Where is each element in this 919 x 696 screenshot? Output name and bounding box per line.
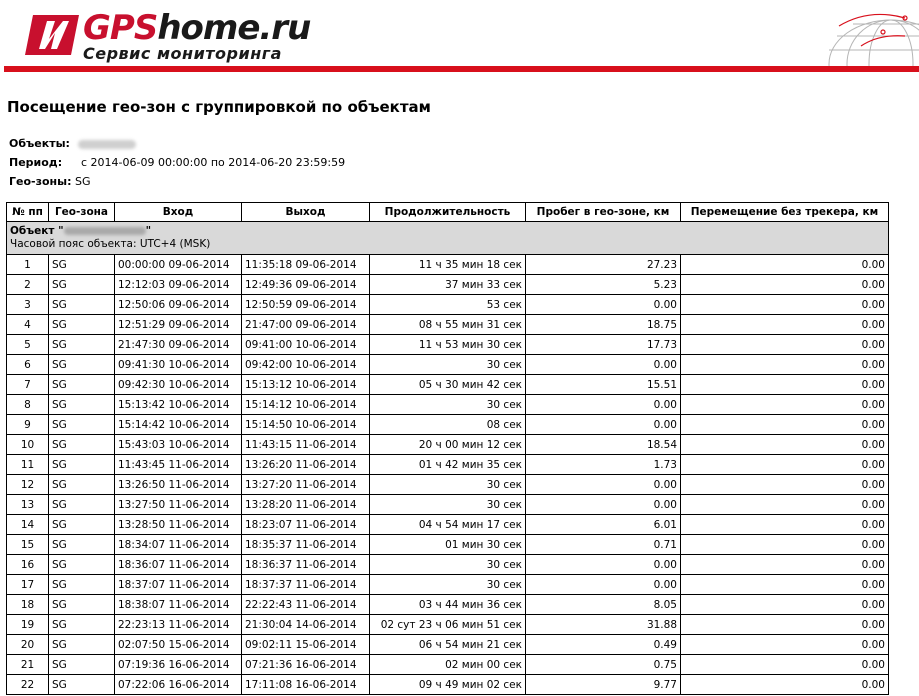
cell-index: 21 [7, 655, 49, 675]
cell-exit: 12:50:59 09-06-2014 [242, 295, 370, 315]
cell-duration: 53 сек [370, 295, 526, 315]
table-row [7, 395, 889, 415]
zones-value: SG [75, 175, 91, 188]
cell-no-tracker: 0.00 [681, 355, 889, 375]
header-divider [4, 66, 919, 72]
cell-mileage: 31.88 [526, 615, 681, 635]
cell-no-tracker: 0.00 [681, 635, 889, 655]
cell-index: 3 [7, 295, 49, 315]
cell-entry: 13:28:50 11-06-2014 [115, 515, 242, 535]
cell-entry: 13:26:50 11-06-2014 [115, 475, 242, 495]
cell-zone: SG [49, 255, 115, 275]
cell-entry: 12:50:06 09-06-2014 [115, 295, 242, 315]
cell-entry: 21:47:30 09-06-2014 [115, 335, 242, 355]
cell-no-tracker: 0.00 [681, 515, 889, 535]
cell-exit: 09:42:00 10-06-2014 [242, 355, 370, 375]
table-row [7, 375, 889, 395]
cell-mileage: 5.23 [526, 275, 681, 295]
cell-duration: 30 сек [370, 555, 526, 575]
visits-table [6, 202, 889, 695]
col-header-zone: Гео-зона [49, 203, 115, 222]
cell-duration: 04 ч 54 мин 17 сек [370, 515, 526, 535]
table-row [7, 275, 889, 295]
cell-zone: SG [49, 375, 115, 395]
object-title-prefix: Объект " [10, 225, 64, 237]
brand-logo[interactable] [25, 8, 325, 63]
object-group-row [7, 222, 889, 255]
cell-exit: 18:23:07 11-06-2014 [242, 515, 370, 535]
cell-duration: 02 сут 23 ч 06 мин 51 сек [370, 615, 526, 635]
cell-entry: 12:51:29 09-06-2014 [115, 315, 242, 335]
object-timezone: Часовой пояс объекта: UTC+4 (MSK) [10, 238, 211, 250]
cell-exit: 15:13:12 10-06-2014 [242, 375, 370, 395]
cell-index: 9 [7, 415, 49, 435]
cell-no-tracker: 0.00 [681, 255, 889, 275]
cell-index: 16 [7, 555, 49, 575]
cell-exit: 17:11:08 16-06-2014 [242, 675, 370, 695]
cell-exit: 21:47:00 09-06-2014 [242, 315, 370, 335]
cell-duration: 30 сек [370, 355, 526, 375]
cell-no-tracker: 0.00 [681, 335, 889, 355]
cell-duration: 09 ч 49 мин 02 сек [370, 675, 526, 695]
cell-exit: 13:28:20 11-06-2014 [242, 495, 370, 515]
cell-entry: 11:43:45 11-06-2014 [115, 455, 242, 475]
cell-entry: 12:12:03 09-06-2014 [115, 275, 242, 295]
cell-mileage: 0.71 [526, 535, 681, 555]
cell-zone: SG [49, 435, 115, 455]
cell-exit: 18:35:37 11-06-2014 [242, 535, 370, 555]
table-row [7, 655, 889, 675]
cell-entry: 18:37:07 11-06-2014 [115, 575, 242, 595]
cell-duration: 08 ч 55 мин 31 сек [370, 315, 526, 335]
table-row [7, 475, 889, 495]
table-row [7, 595, 889, 615]
zones-label: Гео-зоны: [9, 175, 72, 188]
cell-mileage: 15.51 [526, 375, 681, 395]
cell-duration: 08 сек [370, 415, 526, 435]
cell-index: 13 [7, 495, 49, 515]
col-header-duration: Продолжительность [370, 203, 526, 222]
cell-duration: 02 мин 00 сек [370, 655, 526, 675]
objects-value-redacted [78, 140, 136, 149]
cell-zone: SG [49, 275, 115, 295]
table-row [7, 495, 889, 515]
cell-duration: 30 сек [370, 395, 526, 415]
table-row [7, 355, 889, 375]
cell-entry: 18:38:07 11-06-2014 [115, 595, 242, 615]
cell-duration: 30 сек [370, 575, 526, 595]
table-row [7, 255, 889, 275]
cell-index: 1 [7, 255, 49, 275]
col-header-mileage: Пробег в гео-зоне, км [526, 203, 681, 222]
col-header-exit: Выход [242, 203, 370, 222]
cell-no-tracker: 0.00 [681, 275, 889, 295]
cell-entry: 02:07:50 15-06-2014 [115, 635, 242, 655]
cell-mileage: 0.00 [526, 355, 681, 375]
cell-index: 5 [7, 335, 49, 355]
cell-entry: 15:14:42 10-06-2014 [115, 415, 242, 435]
cell-zone: SG [49, 335, 115, 355]
cell-index: 11 [7, 455, 49, 475]
cell-no-tracker: 0.00 [681, 395, 889, 415]
table-row [7, 535, 889, 555]
cell-entry: 18:34:07 11-06-2014 [115, 535, 242, 555]
cell-no-tracker: 0.00 [681, 315, 889, 335]
cell-mileage: 0.00 [526, 475, 681, 495]
globe-icon [809, 6, 919, 68]
cell-zone: SG [49, 295, 115, 315]
cell-zone: SG [49, 675, 115, 695]
brand-tagline: Сервис мониторинга [83, 44, 282, 63]
table-row [7, 675, 889, 695]
cell-exit: 15:14:50 10-06-2014 [242, 415, 370, 435]
cell-entry: 09:41:30 10-06-2014 [115, 355, 242, 375]
cell-index: 17 [7, 575, 49, 595]
object-group-cell [7, 222, 889, 255]
cell-duration: 05 ч 30 мин 42 сек [370, 375, 526, 395]
cell-zone: SG [49, 355, 115, 375]
table-row [7, 635, 889, 655]
cell-exit: 09:02:11 15-06-2014 [242, 635, 370, 655]
cell-duration: 37 мин 33 сек [370, 275, 526, 295]
cell-no-tracker: 0.00 [681, 615, 889, 635]
table-row [7, 415, 889, 435]
cell-zone: SG [49, 535, 115, 555]
object-title-suffix: " [145, 225, 152, 237]
brand-name-part2: home.ru [157, 8, 311, 48]
cell-entry: 15:13:42 10-06-2014 [115, 395, 242, 415]
cell-exit: 11:43:15 11-06-2014 [242, 435, 370, 455]
zones-row [9, 172, 345, 191]
cell-duration: 20 ч 00 мин 12 сек [370, 435, 526, 455]
cell-no-tracker: 0.00 [681, 655, 889, 675]
cell-index: 20 [7, 635, 49, 655]
cell-entry: 15:43:03 10-06-2014 [115, 435, 242, 455]
cell-no-tracker: 0.00 [681, 495, 889, 515]
cell-zone: SG [49, 495, 115, 515]
cell-duration: 11 ч 53 мин 30 сек [370, 335, 526, 355]
cell-index: 15 [7, 535, 49, 555]
cell-duration: 01 ч 42 мин 35 сек [370, 455, 526, 475]
cell-no-tracker: 0.00 [681, 595, 889, 615]
report-title: Посещение гео-зон с группировкой по объектам [7, 98, 431, 116]
cell-no-tracker: 0.00 [681, 455, 889, 475]
cell-index: 10 [7, 435, 49, 455]
cell-no-tracker: 0.00 [681, 295, 889, 315]
objects-row [9, 134, 345, 153]
brand-name-part1: GPS [83, 8, 158, 48]
cell-mileage: 0.49 [526, 635, 681, 655]
cell-exit: 09:41:00 10-06-2014 [242, 335, 370, 355]
cell-duration: 11 ч 35 мин 18 сек [370, 255, 526, 275]
cell-index: 6 [7, 355, 49, 375]
cell-no-tracker: 0.00 [681, 415, 889, 435]
cell-zone: SG [49, 635, 115, 655]
cell-exit: 11:35:18 09-06-2014 [242, 255, 370, 275]
cell-index: 19 [7, 615, 49, 635]
cell-no-tracker: 0.00 [681, 435, 889, 455]
cell-no-tracker: 0.00 [681, 535, 889, 555]
cell-exit: 18:37:37 11-06-2014 [242, 575, 370, 595]
col-header-index: № пп [7, 203, 49, 222]
cell-zone: SG [49, 515, 115, 535]
cell-mileage: 6.01 [526, 515, 681, 535]
cell-mileage: 0.00 [526, 295, 681, 315]
table-row [7, 555, 889, 575]
cell-no-tracker: 0.00 [681, 675, 889, 695]
cell-zone: SG [49, 455, 115, 475]
cell-zone: SG [49, 655, 115, 675]
cell-duration: 06 ч 54 мин 21 сек [370, 635, 526, 655]
cell-mileage: 27.23 [526, 255, 681, 275]
table-row [7, 575, 889, 595]
cell-index: 8 [7, 395, 49, 415]
cell-index: 4 [7, 315, 49, 335]
cell-mileage: 18.54 [526, 435, 681, 455]
cell-mileage: 9.77 [526, 675, 681, 695]
cell-exit: 13:26:20 11-06-2014 [242, 455, 370, 475]
cell-exit: 18:36:37 11-06-2014 [242, 555, 370, 575]
cell-index: 18 [7, 595, 49, 615]
table-row [7, 615, 889, 635]
cell-exit: 21:30:04 14-06-2014 [242, 615, 370, 635]
cell-index: 2 [7, 275, 49, 295]
cell-entry: 22:23:13 11-06-2014 [115, 615, 242, 635]
cell-mileage: 0.00 [526, 555, 681, 575]
cell-mileage: 0.00 [526, 495, 681, 515]
cell-exit: 22:22:43 11-06-2014 [242, 595, 370, 615]
cell-mileage: 0.75 [526, 655, 681, 675]
brand-name [83, 8, 310, 48]
cell-zone: SG [49, 315, 115, 335]
cell-mileage: 8.05 [526, 595, 681, 615]
period-value: с 2014-06-09 00:00:00 по 2014-06-20 23:59:59 [81, 156, 346, 169]
col-header-no-tracker: Перемещение без трекера, км [681, 203, 889, 222]
cell-mileage: 1.73 [526, 455, 681, 475]
cell-entry: 13:27:50 11-06-2014 [115, 495, 242, 515]
object-name-redacted [64, 227, 146, 235]
cell-exit: 12:49:36 09-06-2014 [242, 275, 370, 295]
cell-mileage: 0.00 [526, 395, 681, 415]
cell-mileage: 0.00 [526, 415, 681, 435]
objects-label: Объекты: [9, 137, 70, 150]
cell-no-tracker: 0.00 [681, 475, 889, 495]
table-row [7, 515, 889, 535]
cell-exit: 07:21:36 16-06-2014 [242, 655, 370, 675]
cell-zone: SG [49, 475, 115, 495]
cell-duration: 30 сек [370, 475, 526, 495]
cell-zone: SG [49, 555, 115, 575]
cell-index: 7 [7, 375, 49, 395]
cell-entry: 07:22:06 16-06-2014 [115, 675, 242, 695]
table-row [7, 315, 889, 335]
cell-zone: SG [49, 595, 115, 615]
report-meta [9, 134, 345, 191]
cell-entry: 18:36:07 11-06-2014 [115, 555, 242, 575]
period-row [9, 153, 345, 172]
cell-duration: 01 мин 30 сек [370, 535, 526, 555]
cell-exit: 15:14:12 10-06-2014 [242, 395, 370, 415]
cell-zone: SG [49, 615, 115, 635]
cell-mileage: 18.75 [526, 315, 681, 335]
cell-entry: 07:19:36 16-06-2014 [115, 655, 242, 675]
table-row [7, 455, 889, 475]
cell-index: 14 [7, 515, 49, 535]
cell-index: 12 [7, 475, 49, 495]
table-row [7, 435, 889, 455]
cell-zone: SG [49, 415, 115, 435]
table-row [7, 335, 889, 355]
table-header-row [7, 203, 889, 222]
cell-mileage: 17.73 [526, 335, 681, 355]
cell-no-tracker: 0.00 [681, 555, 889, 575]
cell-entry: 00:00:00 09-06-2014 [115, 255, 242, 275]
cell-entry: 09:42:30 10-06-2014 [115, 375, 242, 395]
period-label: Период: [9, 156, 63, 169]
cell-no-tracker: 0.00 [681, 375, 889, 395]
cell-zone: SG [49, 575, 115, 595]
cell-duration: 30 сек [370, 495, 526, 515]
cell-duration: 03 ч 44 мин 36 сек [370, 595, 526, 615]
site-header [0, 0, 919, 74]
cell-zone: SG [49, 395, 115, 415]
cell-exit: 13:27:20 11-06-2014 [242, 475, 370, 495]
cell-mileage: 0.00 [526, 575, 681, 595]
cell-index: 22 [7, 675, 49, 695]
table-row [7, 295, 889, 315]
logo-mark-icon [25, 11, 79, 59]
col-header-entry: Вход [115, 203, 242, 222]
cell-no-tracker: 0.00 [681, 575, 889, 595]
